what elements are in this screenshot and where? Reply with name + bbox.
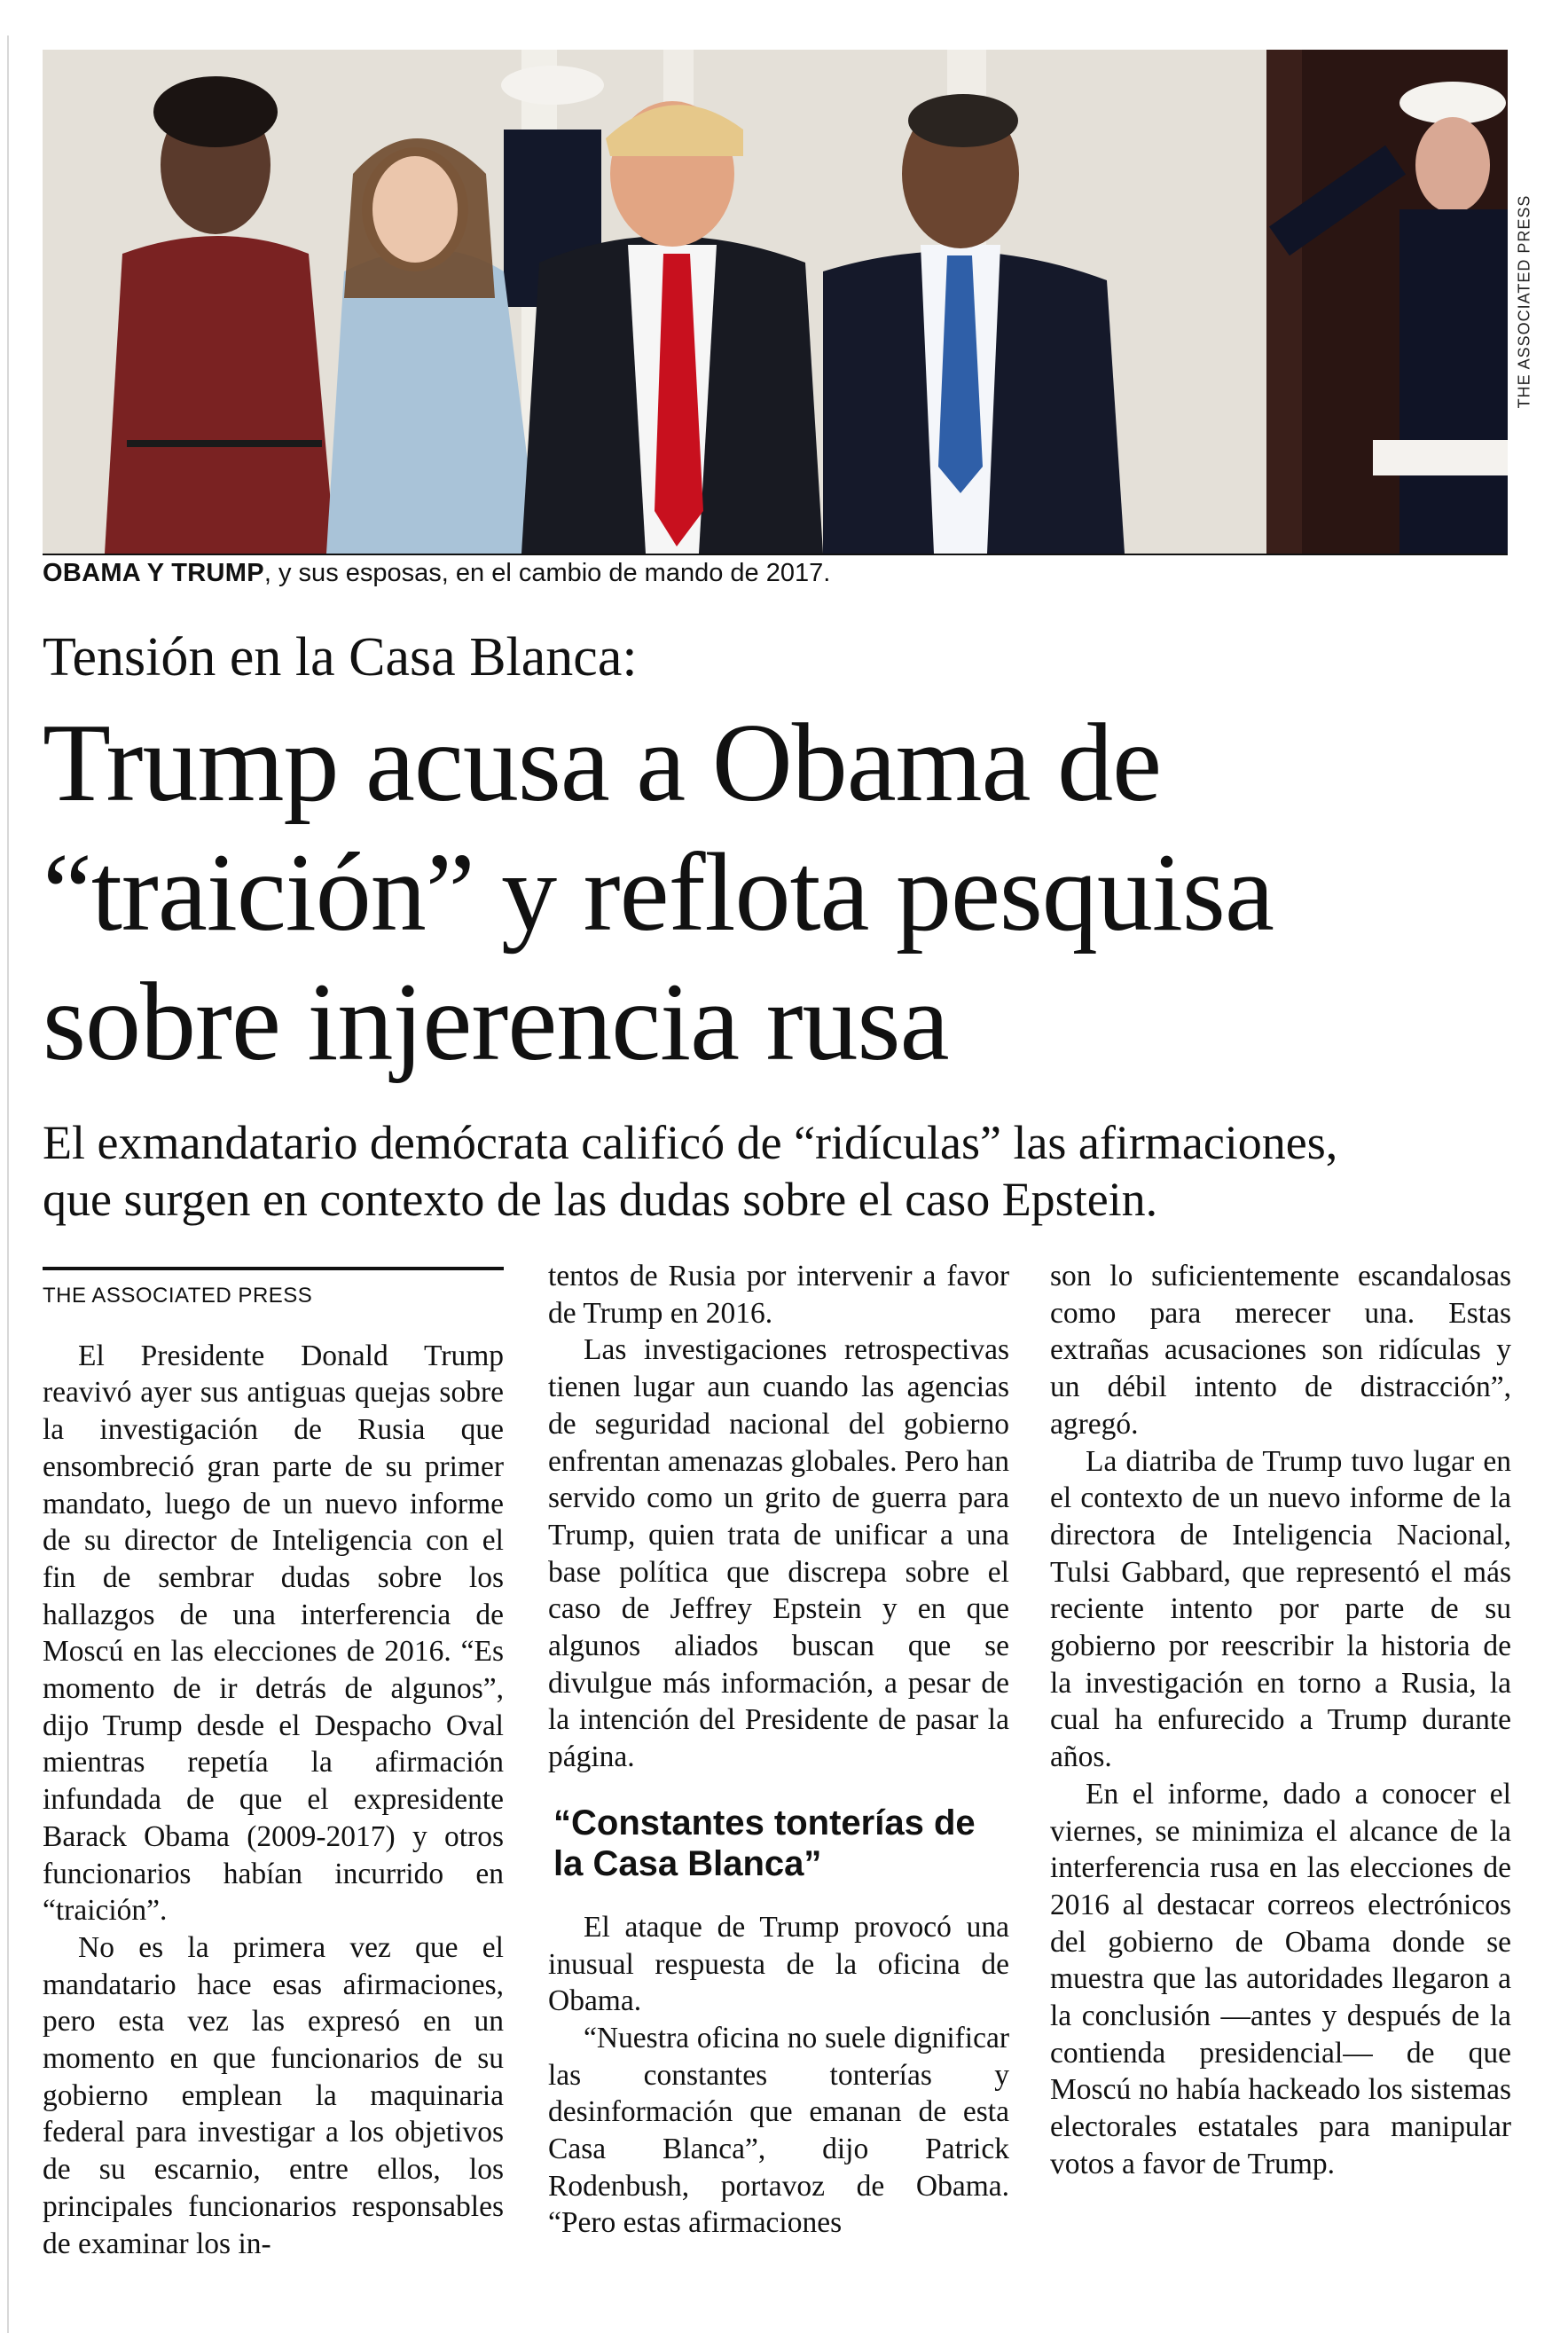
paragraph: tentos de Rusia por intervenir a favor de Trump en 2016. <box>548 1260 1009 1330</box>
paragraph: “Nuestra oficina no suele dignificar las constantes tonterías y desinformación que emanan de esta Casa Blanca”, dijo Patrick Rodenbush, portavoz de Obama. “Pero estas afirmaciones <box>548 2021 1009 2240</box>
paragraph: En el informe, dado a conocer el viernes, se minimiza el alcance de la interferencia rusa en las elecciones de 2016 al destacar correos electrónicos del gobierno de Obama donde se muestra que las autoridades llegaron a la conclusión —antes y después de la contienda presidencial— de que Moscú no había hackeado los sistemas electorales estatales para manipular votos a favor de Trump. <box>1050 1777 1511 2180</box>
headline <box>43 699 1533 1088</box>
paragraph: La diatriba de Trump tuvo lugar en el contexto de un nuevo informe de la directora de Inteligencia Nacional, Tulsi Gabbard, que representó el más reciente intento por parte de su gobierno por reescribir la historia de la investigación en torno a Rusia, la cual ha enfurecido a Trump durante años. <box>1050 1444 1511 1774</box>
caption-lead: OBAMA Y TRUMP <box>43 559 264 587</box>
paragraph: El Presidente Donald Trump reavivó ayer sus antiguas quejas sobre la investigación de Rusia que ensombreció gran parte de su primer mandato, luego de un nuevo informe de su director de Inteligencia con el fin de sembrar dudas sobre los hallazgos de una interferencia de Moscú en las elecciones de 2016. “Es momento de ir detrás de algunos”, dijo Trump desde el Despacho Oval mientras repetía la afirmación infundada de que el expresidente Barack Obama (2009-2017) y otros funcionarios habían incurrido en “traición”. <box>43 1339 504 1928</box>
photo-credit <box>1509 50 1540 554</box>
paragraph: El ataque de Trump provocó una inusual respuesta de la oficina de Obama. <box>548 1910 1009 2018</box>
headline-line-2: “traición” y reflota pesquisa <box>43 831 1274 955</box>
deck-line-1: El exmandatario demócrata calificó de “ridículas” las afirmaciones, <box>43 1116 1338 1169</box>
paragraph: No es la primera vez que el mandatario hace esas afirmaciones, pero esta vez las expresó en un momento en que funcionarios de su gobierno emplean la maquinaria federal para investigar a los objetivos de su escarnio, entre ellos, los principales funcionarios responsables de examinar los in- <box>43 1930 504 2260</box>
byline-rule <box>43 1267 504 1270</box>
kicker: Tensión en la Casa Blanca: <box>43 627 638 687</box>
article-column-3 <box>1050 1258 1511 2183</box>
paragraph: son lo suficientemente escandalosas como para merecer una. Estas extrañas acusaciones son ridículas y un débil intento de distracción”, agregó. <box>1050 1260 1511 1441</box>
page-edge-rule <box>7 35 9 2333</box>
news-photo <box>43 50 1508 555</box>
headline-line-3: sobre injerencia rusa <box>43 961 949 1084</box>
headline-line-1: Trump acusa a Obama de <box>43 702 1162 825</box>
photo-credit-text: THE ASSOCIATED PRESS <box>1515 194 1533 409</box>
article-column-1 <box>43 1258 504 2262</box>
subheading: “Constantes tonterías de la Casa Blanca” <box>553 1803 976 1883</box>
deck <box>43 1114 1533 1228</box>
photo-caption <box>43 559 1508 588</box>
byline: THE ASSOCIATED PRESS <box>43 1284 313 1308</box>
caption-text: , y sus esposas, en el cambio de mando de 2017. <box>263 559 831 587</box>
deck-line-2: que surgen en contexto de las dudas sobre el caso Epstein. <box>43 1173 1158 1226</box>
article-column-2 <box>548 1258 1009 2242</box>
paragraph: Las investigaciones retrospectivas tienen lugar aun cuando las agencias de seguridad nacional del gobierno enfrentan amenazas globales. Pero han servido como un grito de guerra para Trump, quien trata de unificar a una base política que discrepa sobre el caso de Jeffrey Epstein y en que algunos aliados buscan que se divulgue más información, a pesar de la intención del Presidente de pasar la página. <box>548 1333 1009 1774</box>
photo-illustration <box>43 50 1508 554</box>
